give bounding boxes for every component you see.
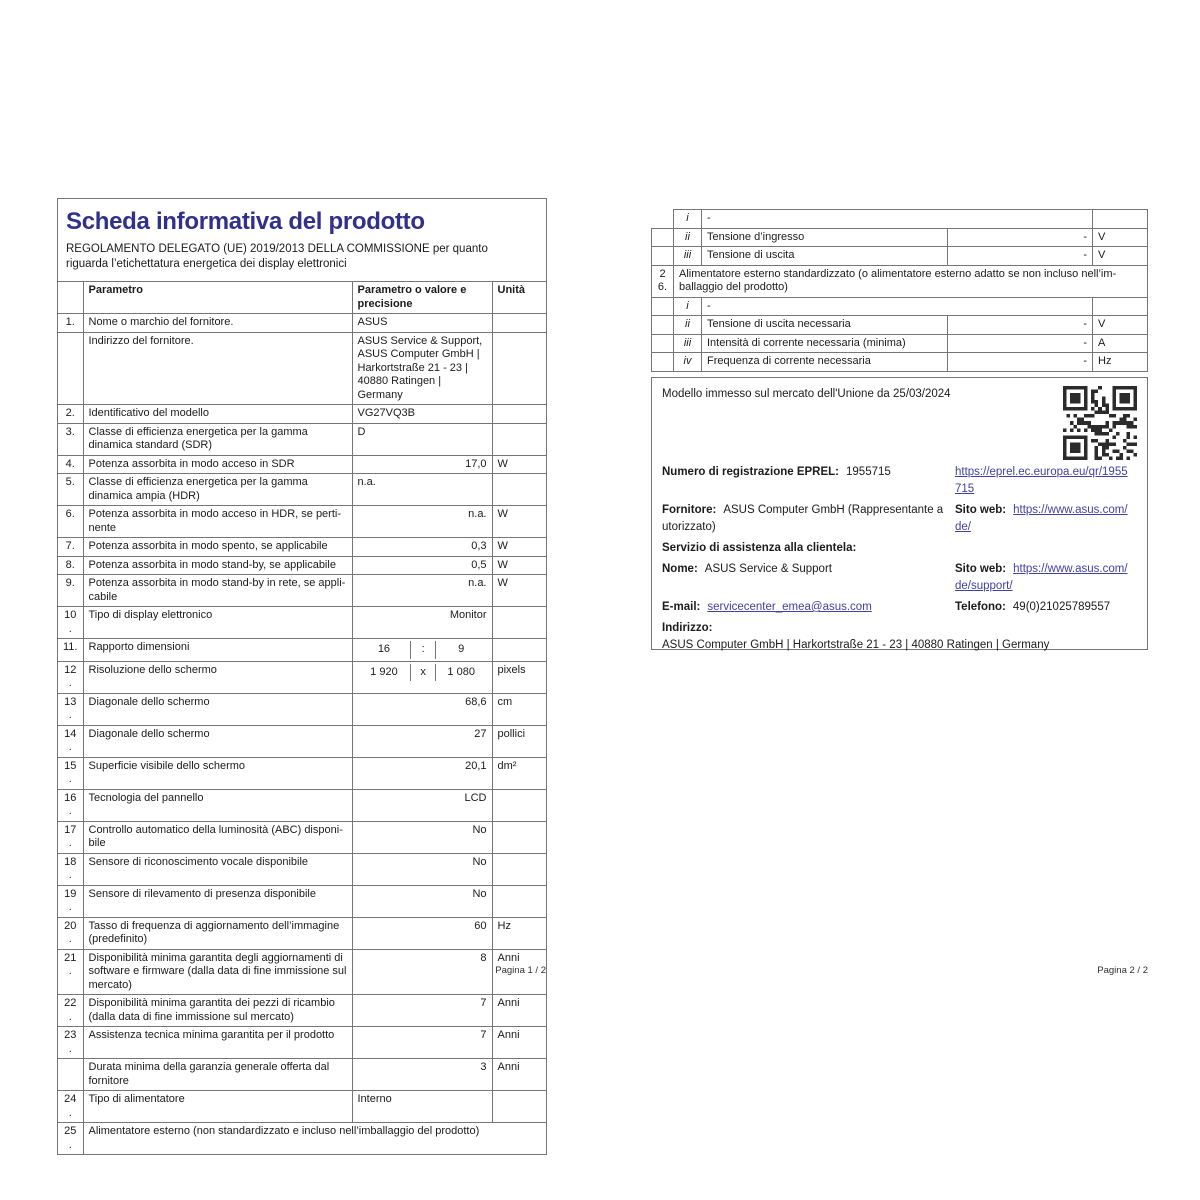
table-row <box>58 757 546 789</box>
param-number: 8. <box>58 556 83 575</box>
param-label: Durata minima della garanzia generale offerta dal fornitore <box>83 1059 352 1091</box>
param-value: 0,5 <box>352 556 492 575</box>
param-unit: Hz <box>1093 353 1148 372</box>
table-row <box>58 885 546 917</box>
param-number: 22. <box>58 995 83 1027</box>
param-value: 8 <box>352 949 492 995</box>
param-label: Disponibilità minima garantita dei pezzi di ricambio (dalla data di fine immissione sul mercato) <box>83 995 352 1027</box>
param-label: Tasso di frequenza di aggiornamento dell’immagine (predefinito) <box>83 917 352 949</box>
param-number: 9. <box>58 575 83 607</box>
table-row <box>58 725 546 757</box>
page-number-2: Pagina 2 / 2 <box>1097 965 1148 976</box>
param-number <box>652 210 674 229</box>
param-value: n.a. <box>352 575 492 607</box>
table-row <box>58 538 546 557</box>
param-value: Monitor <box>352 607 492 639</box>
table-row <box>652 334 1148 353</box>
table-row <box>58 1123 546 1155</box>
power-supply-table <box>651 209 1148 372</box>
param-unit <box>492 314 546 333</box>
product-sheet-page-2-table <box>651 209 1148 372</box>
eprel-row <box>662 464 1137 498</box>
param-label: Diagonale dello schermo <box>83 725 352 757</box>
param-label: Potenza assorbita in modo acceso in SDR <box>83 455 352 474</box>
param-label: Disponibilità minima garantita degli aggiornamenti di software e firmware (dalla data di fine immissione sul mercato) <box>83 949 352 995</box>
param-value: VG27VQ3B <box>352 405 492 424</box>
nome-label: Nome: <box>662 563 698 575</box>
param-number: 24. <box>58 1091 83 1123</box>
param-number: 12. <box>58 661 83 693</box>
param-subnumber: ii <box>674 316 702 335</box>
eprel-label: Numero di registrazione EPREL: <box>662 466 840 478</box>
fornitore-label: Fornitore: <box>662 504 717 516</box>
param-unit <box>492 607 546 639</box>
param-unit: Anni <box>492 995 546 1027</box>
param-value: 17,0 <box>352 455 492 474</box>
param-unit: A <box>1093 334 1148 353</box>
telefono-value: 49(0)21025789557 <box>1012 601 1111 613</box>
table-row <box>58 693 546 725</box>
param-label: Nome o marchio del fornitore. <box>83 314 352 333</box>
table-row <box>58 314 546 333</box>
param-label: Identificativo del modello <box>83 405 352 424</box>
param-value-part: : <box>410 641 435 659</box>
param-value-split <box>352 661 492 693</box>
param-number: 20. <box>58 917 83 949</box>
param-value: n.a. <box>352 506 492 538</box>
param-label: Tensione di uscita necessaria <box>702 316 948 335</box>
param-subnumber: iii <box>674 334 702 353</box>
param-value: 60 <box>352 917 492 949</box>
param-number: 17. <box>58 821 83 853</box>
header-valore: Parametro o valore e precisione <box>352 282 492 314</box>
param-number: 23. <box>58 1027 83 1059</box>
param-value: LCD <box>352 789 492 821</box>
param-label: Potenza assorbita in modo spento, se applicabile <box>83 538 352 557</box>
param-value: 0,3 <box>352 538 492 557</box>
param-number: 2. <box>58 405 83 424</box>
table-row <box>58 607 546 639</box>
param-label: Risoluzione dello schermo <box>83 661 352 693</box>
param-unit: pollici <box>492 725 546 757</box>
table-row <box>58 405 546 424</box>
param-unit: V <box>1093 228 1148 247</box>
indirizzo-value: ASUS Computer GmbH | Harkortstraße 21 - 23 | 40880 Ratingen | Germany <box>662 639 1050 651</box>
fornitore-cell <box>662 502 955 536</box>
param-number: 11. <box>58 639 83 662</box>
param-label: Alimentatore esterno (non standardizzato e incluso nell’imballaggio del prodotto) <box>83 1123 546 1155</box>
param-value: 7 <box>352 1027 492 1059</box>
header-number <box>58 282 83 314</box>
param-subnumber: iii <box>674 247 702 266</box>
param-number: 19. <box>58 885 83 917</box>
param-number: 18. <box>58 853 83 885</box>
table-row <box>652 297 1148 316</box>
table-row <box>58 1091 546 1123</box>
email-label: E-mail: <box>662 601 701 613</box>
param-value: No <box>352 821 492 853</box>
header-parametro: Parametro <box>83 282 352 314</box>
param-number: 15. <box>58 757 83 789</box>
param-unit <box>492 332 546 405</box>
param-unit <box>492 853 546 885</box>
product-sheet-page-1 <box>57 198 547 1155</box>
table-row <box>58 853 546 885</box>
param-unit: W <box>492 506 546 538</box>
param-unit <box>492 1091 546 1123</box>
param-subnumber: i <box>674 297 702 316</box>
page-number-1: Pagina 1 / 2 <box>495 965 546 976</box>
param-value-part: 16 <box>377 643 391 655</box>
param-unit: V <box>1093 247 1148 266</box>
param-unit <box>1093 210 1148 229</box>
param-label: Controllo automatico della luminosità (ABC) disponibile <box>83 821 352 853</box>
table-row <box>58 575 546 607</box>
table-row <box>58 423 546 455</box>
param-label: Potenza assorbita in modo stand-by in rete, se applicabile <box>83 575 352 607</box>
table-row <box>58 917 546 949</box>
regulation-subtitle: REGOLAMENTO DELEGATO (UE) 2019/2013 DELLA COMMISSIONE per quanto riguarda l’etichettatura energetica dei display elettronici <box>66 243 488 270</box>
param-label: Classe di efficienza energetica per la gamma dinamica ampia (HDR) <box>83 474 352 506</box>
table-row <box>652 265 1148 297</box>
param-unit: W <box>492 575 546 607</box>
qr-code-icon <box>1063 386 1137 460</box>
param-unit: Anni <box>492 1027 546 1059</box>
param-label: Potenza assorbita in modo acceso in HDR, se pertinente <box>83 506 352 538</box>
param-value: n.a. <box>352 474 492 506</box>
sito-web-support-link[interactable]: https://www.asus.com/de/support/ <box>955 563 1128 592</box>
param-value: No <box>352 853 492 885</box>
sito-web-label: Sito web: <box>955 504 1007 516</box>
telefono-cell <box>955 599 1137 616</box>
param-value: No <box>352 885 492 917</box>
param-value: 20,1 <box>352 757 492 789</box>
param-value: 7 <box>352 995 492 1027</box>
param-number: 3. <box>58 423 83 455</box>
param-number: 16. <box>58 789 83 821</box>
param-number: 7. <box>58 538 83 557</box>
eprel-registration <box>662 464 955 498</box>
param-value: Interno <box>352 1091 492 1123</box>
param-value: - <box>948 228 1093 247</box>
market-row <box>662 386 1137 462</box>
nome-row <box>662 561 1137 595</box>
email-link[interactable]: servicecenter_emea@asus.com <box>707 601 872 613</box>
param-value: ASUS <box>352 314 492 333</box>
param-label: Rapporto dimensioni <box>83 639 352 662</box>
param-label: Tipo di display elettronico <box>83 607 352 639</box>
param-label: Tensione di uscita <box>702 247 948 266</box>
param-value-part: 9 <box>435 641 487 659</box>
param-unit: W <box>492 556 546 575</box>
param-label: Assistenza tecnica minima garantita per il prodotto <box>83 1027 352 1059</box>
table-row <box>652 210 1148 229</box>
param-unit: V <box>1093 316 1148 335</box>
indirizzo-label: Indirizzo: <box>662 622 713 634</box>
param-unit: Anni <box>492 1059 546 1091</box>
param-label: Tecnologia del pannello <box>83 789 352 821</box>
table-row <box>58 821 546 853</box>
eprel-link[interactable]: https://eprel.ec.europa.eu/qr/1955715 <box>955 466 1128 495</box>
param-subnumber: iv <box>674 353 702 372</box>
table-row <box>58 556 546 575</box>
param-label: Classe di efficienza energetica per la gamma dinamica standard (SDR) <box>83 423 352 455</box>
nome-value: ASUS Service & Support <box>704 563 832 575</box>
servizio-label: Servizio di assistenza alla clientela: <box>662 542 857 554</box>
sito-web-link[interactable]: https://www.asus.com/de/ <box>955 504 1128 533</box>
param-number: 1. <box>58 314 83 333</box>
param-number: 26. <box>652 265 674 297</box>
table-row <box>652 228 1148 247</box>
table-row <box>58 995 546 1027</box>
param-number: 4. <box>58 455 83 474</box>
param-number <box>652 334 674 353</box>
param-number: 5. <box>58 474 83 506</box>
product-parameters-table <box>58 281 546 1154</box>
param-number: 10. <box>58 607 83 639</box>
param-unit <box>492 474 546 506</box>
fornitore-row <box>662 502 1137 536</box>
param-unit <box>492 789 546 821</box>
eprel-info-box <box>651 377 1148 650</box>
param-number <box>652 316 674 335</box>
param-unit <box>492 885 546 917</box>
param-unit: W <box>492 538 546 557</box>
param-value: ASUS Service & Support, ASUS Computer GmbH | Harkortstraße 21 - 23 | 40880 Ratingen | Germany <box>352 332 492 405</box>
param-label: Diagonale dello schermo <box>83 693 352 725</box>
table-row <box>652 353 1148 372</box>
param-number: 21. <box>58 949 83 995</box>
param-unit: pixels <box>492 661 546 693</box>
param-label: Sensore di riconoscimento vocale disponibile <box>83 853 352 885</box>
table-row <box>58 506 546 538</box>
param-unit <box>492 639 546 662</box>
telefono-label: Telefono: <box>955 601 1006 613</box>
param-value: - <box>948 334 1093 353</box>
param-value: - <box>702 297 1093 316</box>
param-number <box>58 332 83 405</box>
param-number: 13. <box>58 693 83 725</box>
nome-cell <box>662 561 955 595</box>
param-number <box>652 247 674 266</box>
param-number: 14. <box>58 725 83 757</box>
param-label: Tensione d’ingresso <box>702 228 948 247</box>
table-header-row <box>58 282 546 314</box>
fornitore-value: ASUS Computer GmbH (Rappresentante autorizzato) <box>662 504 944 533</box>
param-value: - <box>948 353 1093 372</box>
table-row <box>58 789 546 821</box>
param-value: 3 <box>352 1059 492 1091</box>
table-row <box>58 661 546 693</box>
param-label: Potenza assorbita in modo stand-by, se applicabile <box>83 556 352 575</box>
param-label: Frequenza di corrente necessaria <box>702 353 948 372</box>
page-title: Scheda informativa del prodotto <box>66 208 425 235</box>
param-unit: Hz <box>492 917 546 949</box>
param-value: D <box>352 423 492 455</box>
sito-web-cell-2 <box>955 561 1137 595</box>
param-value: 27 <box>352 725 492 757</box>
param-value-part: 1 920 <box>370 665 398 678</box>
param-number <box>652 297 674 316</box>
param-value: - <box>702 210 1093 229</box>
param-number <box>652 353 674 372</box>
table-row <box>58 1027 546 1059</box>
param-value: - <box>948 247 1093 266</box>
param-unit <box>492 821 546 853</box>
param-number: 25. <box>58 1123 83 1155</box>
param-unit: dm² <box>492 757 546 789</box>
param-unit: Anni <box>492 949 546 995</box>
sito-web-cell-1 <box>955 502 1137 536</box>
sito-web-support-label: Sito web: <box>955 563 1007 575</box>
table-row <box>58 474 546 506</box>
param-label: Tipo di alimentatore <box>83 1091 352 1123</box>
param-number <box>58 1059 83 1091</box>
param-unit <box>1093 297 1148 316</box>
table-row <box>58 455 546 474</box>
table-row <box>58 1059 546 1091</box>
table-row <box>652 316 1148 335</box>
param-unit: cm <box>492 693 546 725</box>
param-label: Sensore di rilevamento di presenza disponibile <box>83 885 352 917</box>
param-unit <box>492 405 546 424</box>
param-value-part: 1 080 <box>435 664 487 682</box>
header-unita: Unità <box>492 282 546 314</box>
market-entry-text: Modello immesso sul mercato dell'Unione da 25/03/2024 <box>662 388 951 400</box>
param-unit: W <box>492 455 546 474</box>
param-label: Indirizzo del fornitore. <box>83 332 352 405</box>
eprel-link-cell <box>955 464 1137 498</box>
param-number <box>652 228 674 247</box>
email-cell <box>662 599 955 616</box>
param-value: - <box>948 316 1093 335</box>
table-row <box>58 332 546 405</box>
email-row <box>662 599 1137 616</box>
param-value-split <box>352 639 492 662</box>
param-value-part: x <box>410 664 435 682</box>
param-label: Alimentatore esterno standardizzato (o alimentatore esterno adatto se non incluso nell’imballaggio del prodotto) <box>674 265 1148 297</box>
table-row <box>652 247 1148 266</box>
param-label: Superficie visibile dello schermo <box>83 757 352 789</box>
param-label: Intensità di corrente necessaria (minima) <box>702 334 948 353</box>
param-subnumber: ii <box>674 228 702 247</box>
servizio-row <box>662 540 1137 557</box>
param-number: 6. <box>58 506 83 538</box>
table-row <box>58 639 546 662</box>
param-subnumber: i <box>674 210 702 229</box>
eprel-number: 1955715 <box>846 466 891 478</box>
param-unit <box>492 423 546 455</box>
param-value: 68,6 <box>352 693 492 725</box>
